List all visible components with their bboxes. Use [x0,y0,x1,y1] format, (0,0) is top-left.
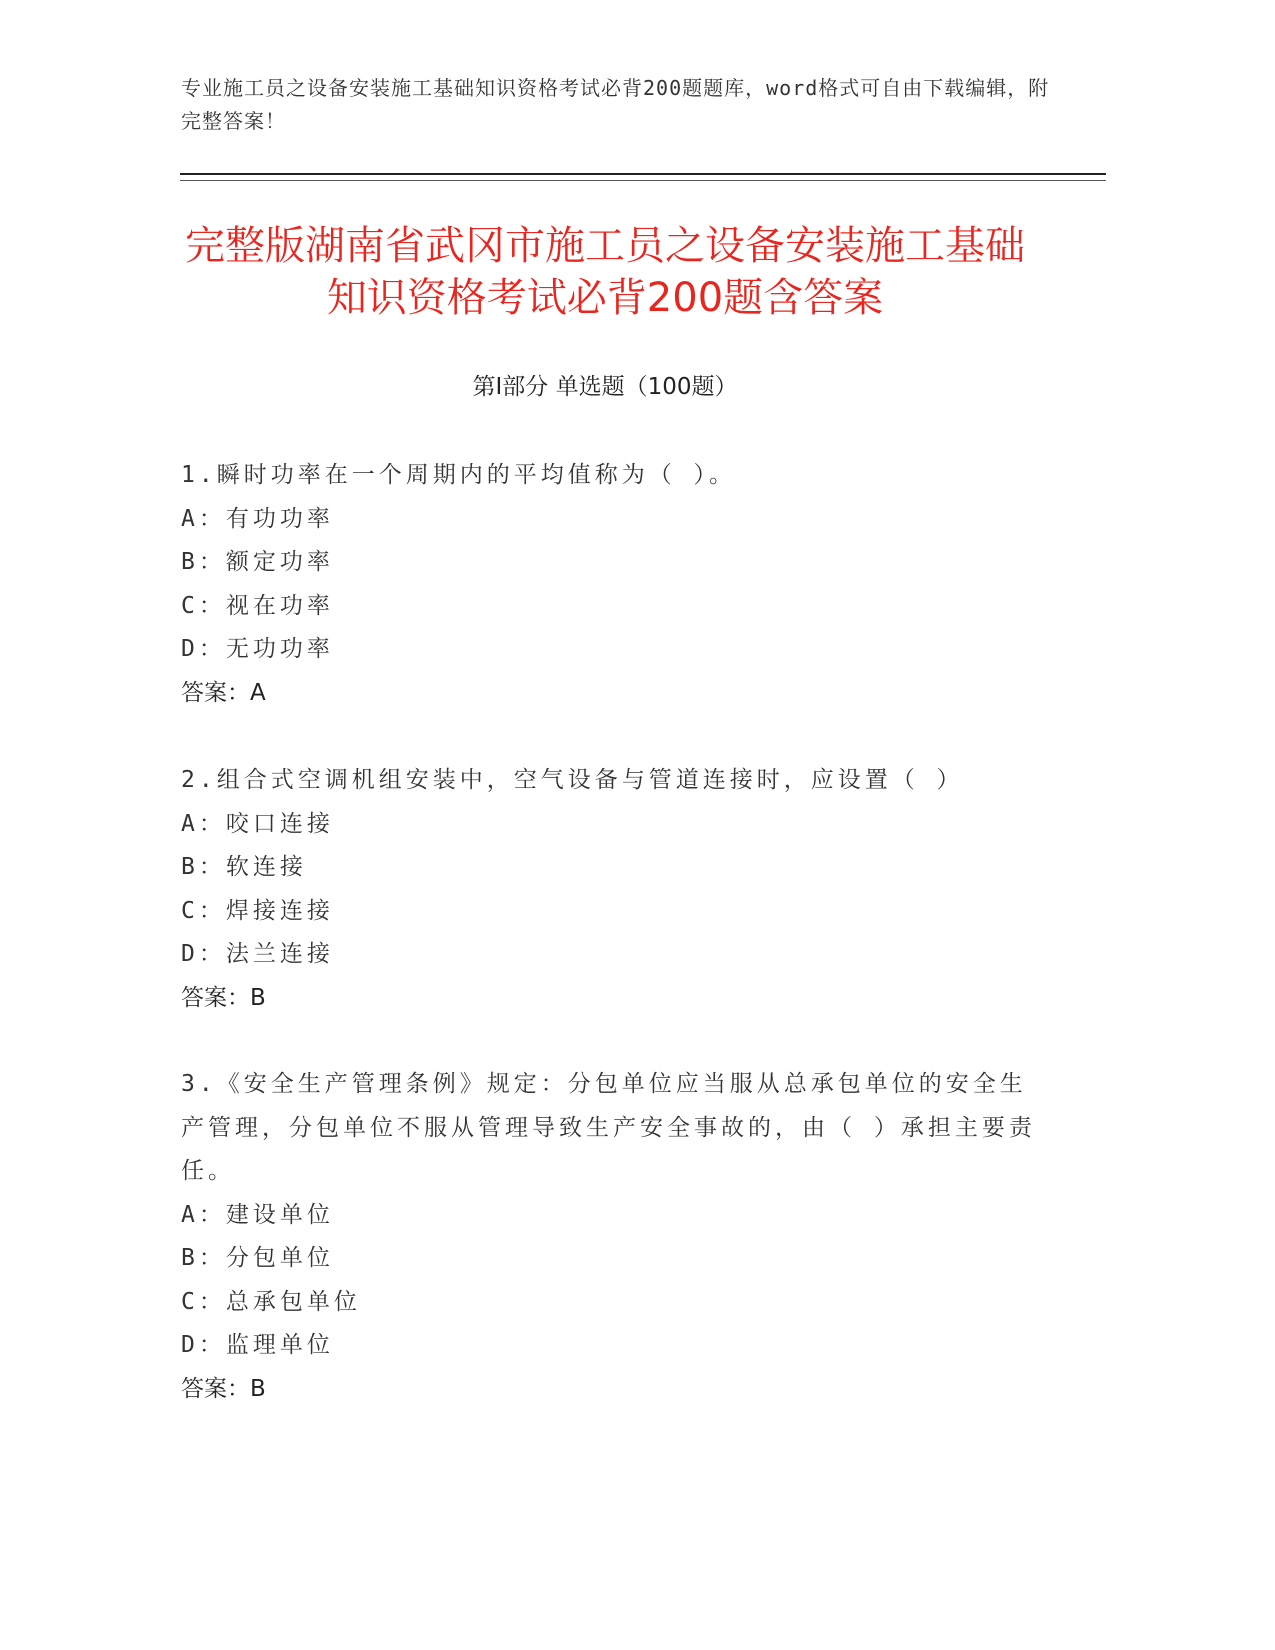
question-stem: 3.《安全生产管理条例》规定：分包单位应当服从总承包单位的安全生产管理，分包单位不服从管理导致生产安全事故的，由（ ）承担主要责任。 [181,1071,1036,1184]
option-b: B：软连接 [181,854,307,880]
option-a: A：咬口连接 [181,810,334,837]
option-c: C：焊接连接 [181,897,334,924]
option-c: C：总承包单位 [181,1288,361,1315]
answer: 答案：A [181,679,266,706]
answer: 答案：B [181,1375,266,1402]
question-stem: 1.瞬时功率在一个周期内的平均值称为（ ）。 [181,462,737,488]
option-c: C：视在功率 [181,592,334,619]
header-rule-thick [180,173,1106,175]
option-a: A：有功功率 [181,505,334,532]
question-1 [181,454,1041,715]
section-title: 第Ⅰ部分 单选题（100题） [472,374,738,400]
question-3 [181,1063,1041,1411]
question-2 [181,759,1041,1020]
option-b: B：分包单位 [181,1245,334,1271]
answer: 答案：B [181,984,266,1011]
option-d: D：监理单位 [181,1332,334,1358]
option-a: A：建设单位 [181,1201,334,1228]
document-title: 完整版湖南省武冈市施工员之设备安装施工基础知识资格考试必背200题含答案 [185,223,1025,321]
question-stem: 2.组合式空调机组安装中，空气设备与管道连接时，应设置（ ） [181,767,964,793]
option-d: D：无功功率 [181,636,334,662]
option-d: D：法兰连接 [181,941,334,967]
option-b: B：额定功率 [181,549,334,575]
header-rule-thin [180,180,1106,181]
header-description: 专业施工员之设备安装施工基础知识资格考试必背200题题库，word格式可自由下载编辑，附完整答案！ [181,76,1050,133]
